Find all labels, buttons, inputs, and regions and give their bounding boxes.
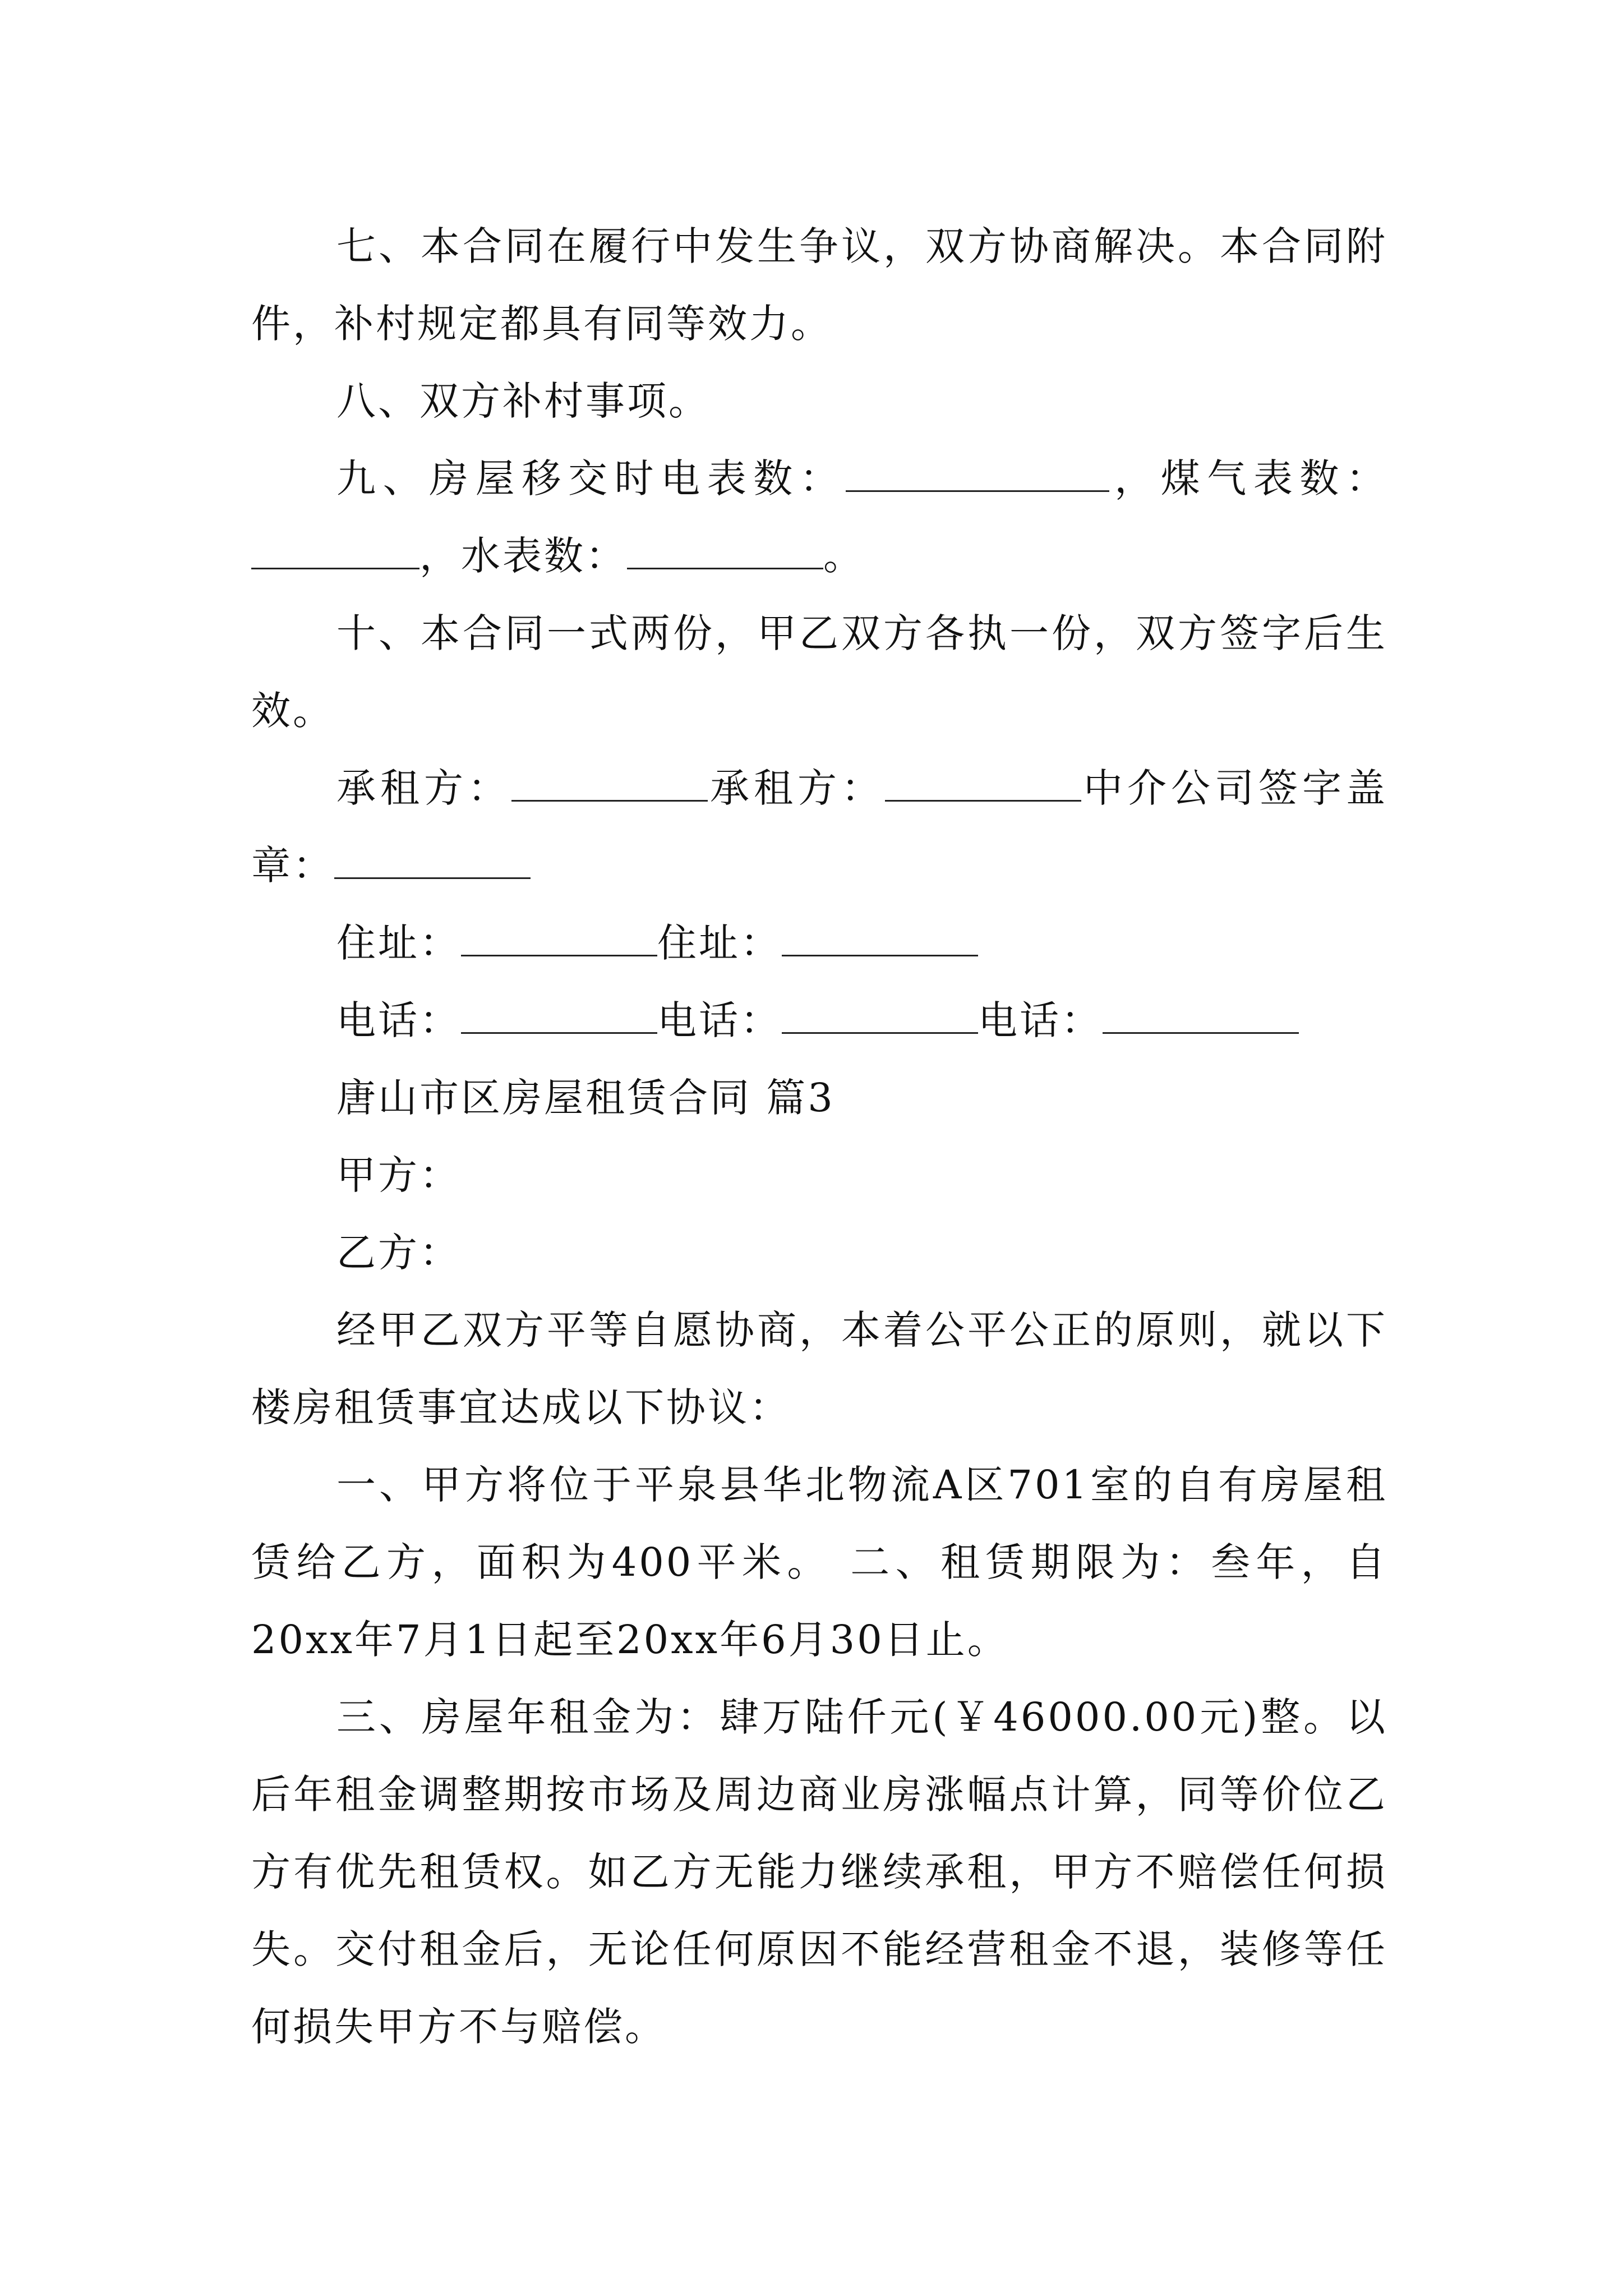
document-body xyxy=(251,208,1387,2065)
clause-9-end: 。 xyxy=(823,533,865,579)
clause-9-electric-label: 九、房屋移交时电表数： xyxy=(336,455,846,501)
clause-1-2: 一、甲方将位于平泉县华北物流A区701室的自有房屋租赁给乙方，面积为400平米。 二、租赁期限为：叁年，自20xx年7月1日起至20xx年6月30日止。 xyxy=(251,1462,1387,1663)
gas-meter-blank xyxy=(251,535,419,569)
address-label-1: 住址： xyxy=(336,920,461,966)
clause-10: 十、本合同一式两份，甲乙双方各执一份，双方签字后生效。 xyxy=(251,610,1387,734)
phone-blank-2 xyxy=(782,1000,978,1034)
phone-blank-3 xyxy=(1103,1000,1299,1034)
water-meter-blank xyxy=(627,535,823,569)
phone-blank-1 xyxy=(461,1000,657,1034)
section-title: 唐山市区房屋租赁合同 篇3 xyxy=(336,1075,835,1121)
clause-3: 三、房屋年租金为：肆万陆仟元(￥46000.00元)整。以后年租金调整期按市场及周边商业房涨幅点计算，同等价位乙方有优先租赁权。如乙方无能力继续承租，甲方不赔偿任何损失。交付租金后，无论任何原因不能经营租金不退，装修等任何损失甲方不与赔偿。 xyxy=(251,1694,1387,2050)
address-blank-2 xyxy=(782,922,978,956)
clause-9 xyxy=(251,440,1387,595)
signature-blank-2 xyxy=(885,767,1081,802)
address-line xyxy=(251,904,1387,982)
phone-line xyxy=(251,982,1387,1059)
address-blank-1 xyxy=(461,922,657,956)
signature-blank-1 xyxy=(511,767,708,802)
clause-8: 八、双方补村事项。 xyxy=(336,378,710,424)
intro-paragraph: 经甲乙双方平等自愿协商，本着公平公正的原则，就以下楼房租赁事宜达成以下协议： xyxy=(251,1307,1387,1430)
party-b-label: 乙方： xyxy=(336,1230,461,1276)
phone-label-2: 电话： xyxy=(657,997,782,1043)
phone-label-1: 电话： xyxy=(336,997,461,1043)
agency-signature-label: 中介公司签字盖章： xyxy=(251,765,1387,889)
party-a-label: 甲方： xyxy=(336,1152,461,1198)
agency-signature-blank xyxy=(334,845,531,879)
signature-line xyxy=(251,749,1387,904)
electric-meter-blank xyxy=(846,458,1109,492)
address-label-2: 住址： xyxy=(657,920,782,966)
clause-7: 七、本合同在履行中发生争议，双方协商解决。本合同附件，补村规定都具有同等效力。 xyxy=(251,223,1387,347)
phone-label-3: 电话： xyxy=(978,997,1103,1043)
clause-9-gas-label: ，煤气表数： xyxy=(1109,455,1388,501)
signature-lessee-label-2: 承租方： xyxy=(708,765,885,811)
clause-9-water-label: ，水表数： xyxy=(419,533,627,579)
signature-lessee-label-1: 承租方： xyxy=(336,765,511,811)
